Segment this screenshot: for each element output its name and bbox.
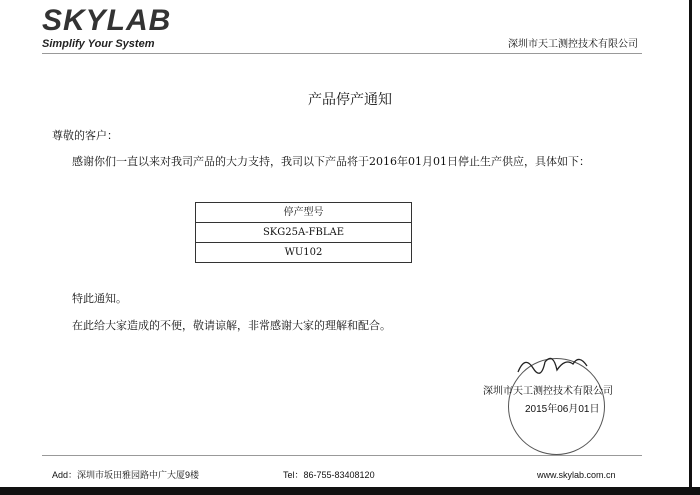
footer-rule [42, 455, 642, 456]
discontinued-models-table [195, 202, 412, 263]
body-text: 感谢你们一直以来对我司产品的大力支持，我司以下产品将于2016年01月01日停止生产供应，具体如下： [72, 155, 590, 168]
table-header: 停产型号 [196, 203, 412, 223]
scan-edge [0, 487, 700, 495]
header-company: 深圳市天工测控技术有限公司 [508, 39, 638, 50]
scan-edge [689, 0, 692, 490]
model-cell: WU102 [196, 243, 412, 263]
signature-company: 深圳市天工测控技术有限公司 [483, 386, 613, 397]
page-title: 产品停产通知 [308, 92, 392, 108]
closing-apology: 在此给大家造成的不便，敬请谅解，非常感谢大家的理解和配合。 [72, 319, 391, 332]
model-cell: SKG25A-FBLAE [196, 223, 412, 243]
footer-tel: Tel：86-755-83408120 [283, 470, 375, 480]
table-row [196, 223, 412, 243]
closing-notice: 特此通知。 [72, 292, 127, 305]
greeting: 尊敬的客户： [52, 129, 118, 142]
footer-address: Add：深圳市坂田雅园路中广大厦9楼 [52, 470, 200, 480]
table-header-row [196, 203, 412, 223]
skylab-logo: SKYLAB [42, 4, 172, 37]
table-row [196, 243, 412, 263]
slogan: Simplify Your System [42, 38, 155, 50]
footer-website: www.skylab.com.cn [537, 470, 616, 480]
signature-date: 2015年06月01日 [525, 404, 600, 415]
header-rule [42, 53, 642, 54]
handwritten-signature [515, 350, 590, 380]
